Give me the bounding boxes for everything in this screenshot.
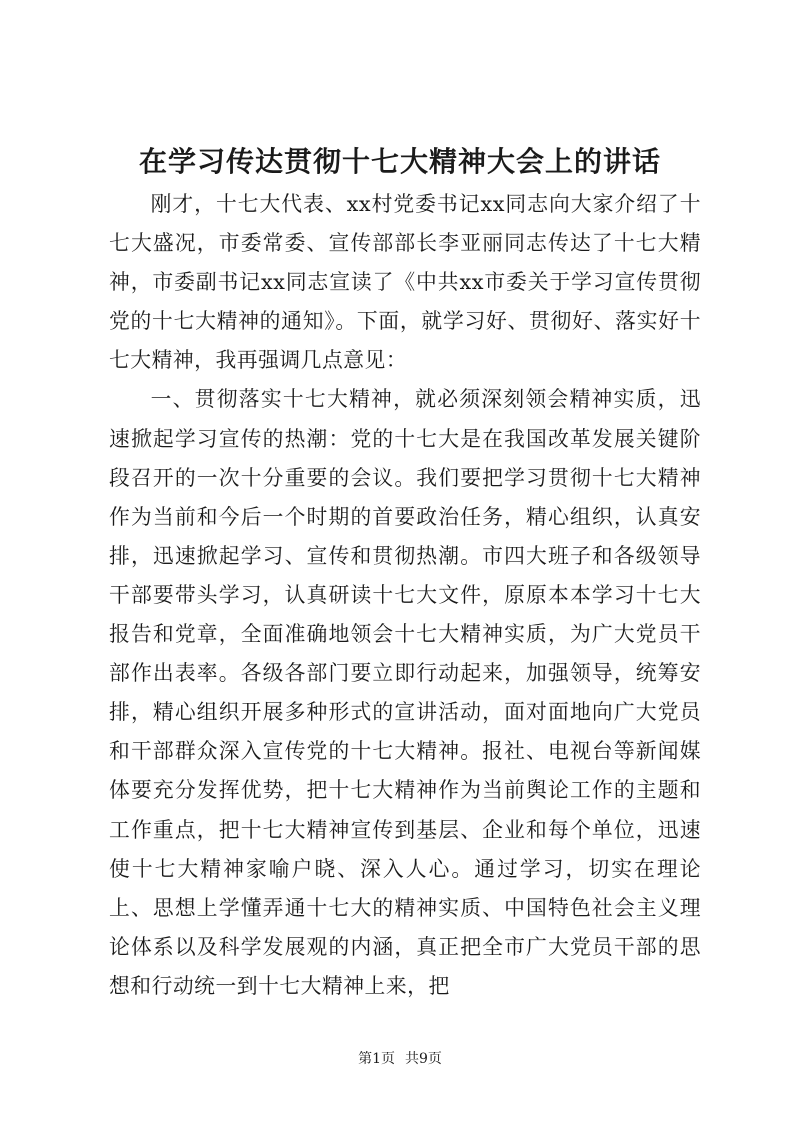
paragraph-intro: 刚才，十七大代表、xx村党委书记xx同志向大家介绍了十七大盛况，市委常委、宣传部部长李亚丽同志传达了十七大精神，市委副书记xx同志宣读了《中共xx市委关于学习宣传贯彻党的十七大精神的通知》。下面，就学习好、贯彻好、落实好十七大精神，我再强调几点意见：: [109, 192, 701, 373]
page-total: 共9页: [405, 1051, 442, 1067]
document-body: [109, 185, 701, 1006]
paragraph-point-one: 一、贯彻落实十七大精神，就必须深刻领会精神实质，迅速掀起学习宣传的热潮：党的十七大是在我国改革发展关键阶段召开的一次十分重要的会议。我们要把学习贯彻十七大精神作为当前和今后一个时期的首要政治任务，精心组织，认真安排，迅速掀起学习、宣传和贯彻热潮。市四大班子和各级领导干部要带头学习，认真研读十七大文件，原原本本学习十七大报告和党章，全面准确地领会十七大精神实质，为广大党员干部作出表率。各级各部门要立即行动起来，加强领导，统筹安排，精心组织开展多种形式的宣讲活动，面对面地向广大党员和干部群众深入宣传党的十七大精神。报社、电视台等新闻媒体要充分发挥优势，把十七大精神作为当前舆论工作的主题和工作重点，把十七大精神宣传到基层、企业和每个单位，迅速使十七大精神家喻户晓、深入人心。通过学习，切实在理论上、思想上学懂弄通十七大的精神实质、中国特色社会主义理论体系以及科学发展观的内涵，真正把全市广大党员干部的思想和行动统一到十七大精神上来，把: [109, 387, 701, 998]
document-title: 在学习传达贯彻十七大精神大会上的讲话: [138, 145, 661, 178]
page-footer: [0, 1049, 800, 1069]
page-number: 第1页: [358, 1051, 395, 1067]
